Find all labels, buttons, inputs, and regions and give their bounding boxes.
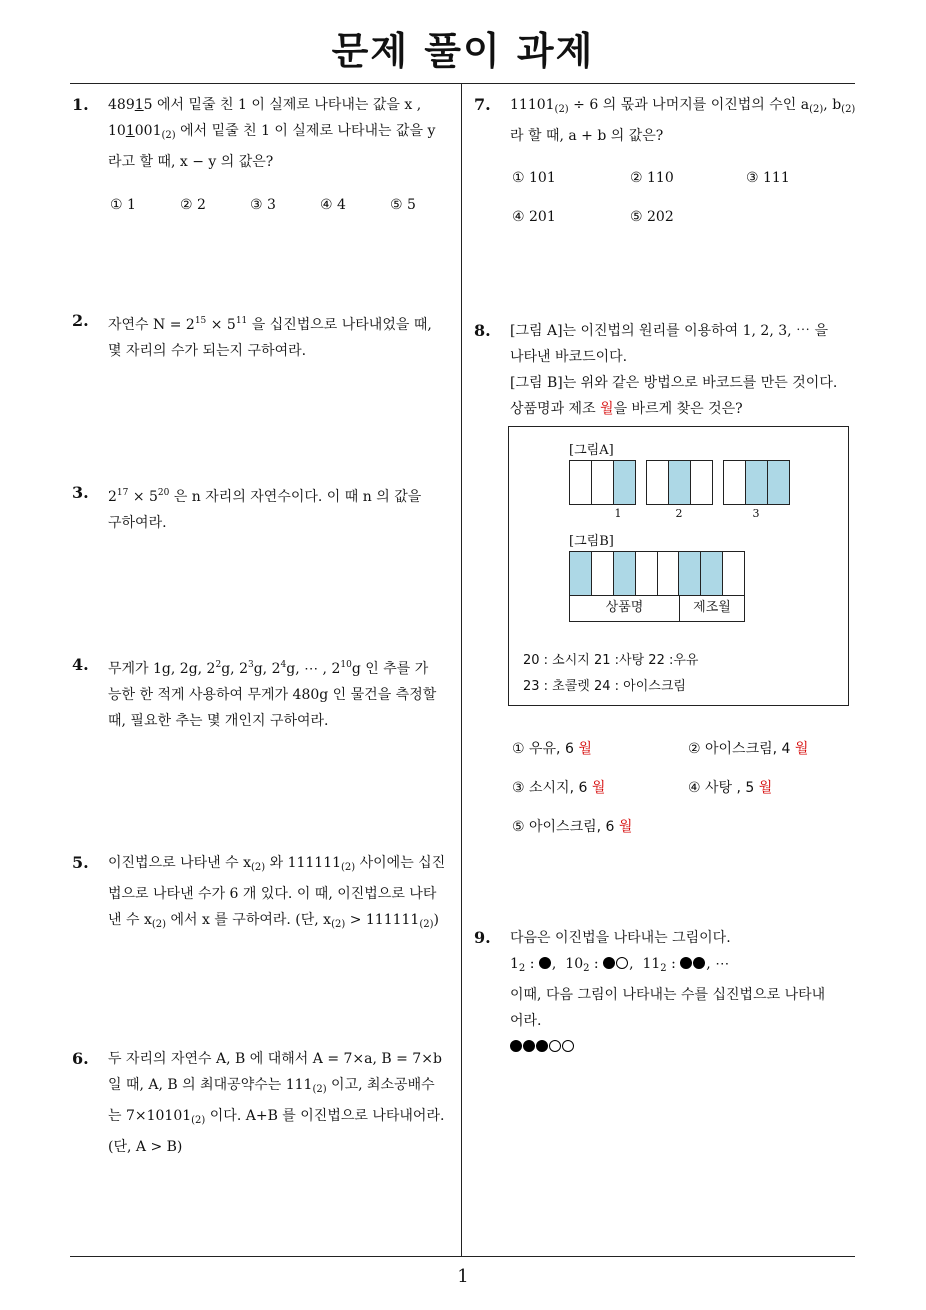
question-4 — [72, 652, 457, 734]
page-number: 1 — [457, 1266, 469, 1287]
question-7 — [474, 92, 864, 149]
legend-line: 23 : 초콜렛 24 : 아이스크림 — [523, 679, 686, 694]
answer-choice: ② 110 — [630, 170, 674, 186]
filled-dot-icon — [603, 957, 615, 969]
question-6 — [72, 1046, 457, 1160]
empty-dot-icon — [616, 957, 628, 969]
filled-dot-icon — [539, 957, 551, 969]
question-text-line: 이진법으로 나타낸 수 $x_{(2)}$ 와 $111111_{(2)}$ 사이에는 십진 — [108, 855, 446, 873]
answer-choice: ③ 소시지, 6 월 — [512, 780, 606, 796]
bar-cell — [723, 552, 744, 595]
bar-cell — [570, 461, 592, 504]
question-2 — [72, 308, 457, 364]
bottom-rule — [70, 1256, 855, 1257]
bar-cell-filled — [746, 461, 768, 504]
figure-b-label: [그림B] — [569, 534, 614, 549]
question-text-line: $101001_{(2)}$ 에서 밑줄 친 1 이 실제로 나타내는 값을 y — [108, 123, 436, 141]
question-9 — [474, 925, 864, 1060]
page-title: 문제 풀이 과제 — [331, 29, 595, 73]
barcode-figure — [508, 426, 849, 706]
bar-cell — [636, 552, 658, 595]
answer-choice: ⑤ 202 — [630, 209, 674, 225]
barcode-number: 1 — [614, 507, 622, 520]
bar-cell-filled — [614, 461, 635, 504]
binary-dot-answer-figure — [510, 1034, 864, 1060]
bar-cell-filled — [570, 552, 592, 595]
answer-choice: ④ 4 — [320, 197, 346, 213]
answer-choice: ④ 사탕 , 5 월 — [688, 780, 773, 796]
question-text-line: 일 때, A, B 의 최대공약수는 $111_{(2)}$ 이고, 최소공배수 — [108, 1077, 435, 1095]
answer-choice: ② 2 — [180, 197, 206, 213]
bar-cell — [592, 461, 614, 504]
filled-dot-icon — [536, 1040, 548, 1052]
filled-dot-icon — [523, 1040, 535, 1052]
question-number: 3. — [72, 483, 89, 502]
bar-cell-filled — [679, 552, 701, 595]
question-text-line: 어라. — [510, 1013, 542, 1029]
top-rule — [70, 83, 855, 84]
barcode-number: 3 — [752, 507, 760, 520]
question-text-line: 두 자리의 자연수 A, B 에 대해서 A = 7×a, B = 7×b — [108, 1051, 442, 1067]
empty-dot-icon — [562, 1040, 574, 1052]
question-text-line: 이때, 다음 그림이 나타내는 수를 십진법으로 나타내 — [510, 987, 826, 1003]
question-number: 8. — [474, 321, 491, 340]
question-8 — [474, 318, 864, 422]
question-number: 1. — [72, 95, 89, 114]
answer-choice: ① 우유, 6 월 — [512, 741, 592, 757]
bar-cell-filled — [701, 552, 723, 595]
question-text-line: [그림 A]는 이진법의 원리를 이용하여 1, 2, 3, ⋯ 을 — [510, 323, 829, 339]
binary-dot-examples: $1_2$ : , $10_2$ : , $11_2$ : , ⋯ — [510, 956, 730, 974]
question-text-line: 라 할 때, a + b 의 값은? — [510, 128, 664, 144]
product-name-label: 상품명 — [569, 595, 680, 622]
column-divider — [461, 83, 462, 1257]
answer-choice: ① 101 — [512, 170, 556, 186]
month-label: 제조월 — [679, 595, 745, 622]
question-text-line: [그림 B]는 위와 같은 방법으로 바코드를 만든 것이다. — [510, 375, 838, 391]
answer-choice: ④ 201 — [512, 209, 556, 225]
barcode-b — [569, 551, 745, 596]
barcode-number: 2 — [675, 507, 683, 520]
question-text-line: 는 $7\times 10101_{(2)}$ 이다. A+B 를 이진법으로 나타내어라. — [108, 1108, 445, 1126]
question-text-line: 능한 한 적게 사용하여 무게가 480g 인 물건을 측정할 — [108, 687, 437, 703]
filled-dot-icon — [680, 957, 692, 969]
question-5 — [72, 850, 457, 938]
bar-cell-filled — [614, 552, 636, 595]
question-text-line: 자연수 $N = 2^{15} \times 5^{11}$ 을 십진법으로 나타내었을 때, — [108, 316, 432, 333]
question-text-line: 몇 자리의 수가 되는지 구하여라. — [108, 343, 307, 359]
bar-cell — [647, 461, 669, 504]
question-text-line: 무게가 1g, 2g, $2^2g$, $2^3g$, $2^4g$, ⋯ , $2^{10}g$ 인 추를 가 — [108, 660, 429, 677]
barcode-a-1 — [569, 460, 636, 505]
bar-cell — [592, 552, 614, 595]
barcode-a-2 — [646, 460, 713, 505]
question-text-line: 상품명과 제조 월을 바르게 찾은 것은? — [510, 401, 743, 417]
question-text-line: 낸 수 $x_{(2)}$ 에서 x 를 구하여라. (단, $x_{(2)} > 111111_{(2)}$) — [108, 912, 439, 930]
answer-choice: ① 1 — [110, 197, 136, 213]
question-text-line: 다음은 이진법을 나타내는 그림이다. — [510, 930, 731, 946]
empty-dot-icon — [549, 1040, 561, 1052]
answer-choice: ② 아이스크림, 4 월 — [688, 741, 809, 757]
barcode-a-3 — [723, 460, 790, 505]
question-text-line: (단, A > B) — [108, 1139, 183, 1155]
bar-cell — [691, 461, 712, 504]
answer-choice: ③ 3 — [250, 197, 276, 213]
bar-cell — [658, 552, 680, 595]
bar-cell — [724, 461, 746, 504]
bar-cell-filled — [768, 461, 789, 504]
filled-dot-icon — [510, 1040, 522, 1052]
question-1 — [72, 92, 457, 175]
question-text-line: 때, 필요한 추는 몇 개인지 구하여라. — [108, 713, 329, 729]
question-text-line: 나타낸 바코드이다. — [510, 349, 628, 365]
question-text-line: 48915 에서 밑줄 친 1 이 실제로 나타내는 값을 x , — [108, 97, 422, 113]
question-text-line: 법으로 나타낸 수가 6 개 있다. 이 때, 이진법으로 나타 — [108, 886, 437, 902]
question-number: 2. — [72, 311, 89, 330]
question-number: 7. — [474, 95, 491, 114]
question-text-line: 구하여라. — [108, 515, 167, 531]
figure-a-label: [그림A] — [569, 443, 614, 458]
question-text-line: $2^{17} \times 5^{20}$ 은 n 자리의 자연수이다. 이 때 n 의 값을 — [108, 488, 422, 505]
question-number: 9. — [474, 928, 491, 947]
question-text-line: 라고 할 때, x − y 의 값은? — [108, 154, 274, 170]
legend-line: 20 : 소시지 21 :사탕 22 :우유 — [523, 653, 699, 668]
answer-choice: ⑤ 5 — [390, 197, 416, 213]
filled-dot-icon — [693, 957, 705, 969]
answer-choice: ⑤ 아이스크림, 6 월 — [512, 819, 633, 835]
answer-choice: ③ 111 — [746, 170, 790, 186]
question-number: 5. — [72, 853, 89, 872]
question-3 — [72, 480, 457, 536]
question-number: 4. — [72, 655, 89, 674]
bar-cell-filled — [669, 461, 691, 504]
question-text-line: $11101_{(2)} \div 6$ 의 몫과 나머지를 이진법의 수인 $a_{(2)}$, $b_{(2)}$ — [510, 97, 856, 115]
question-number: 6. — [72, 1049, 89, 1068]
